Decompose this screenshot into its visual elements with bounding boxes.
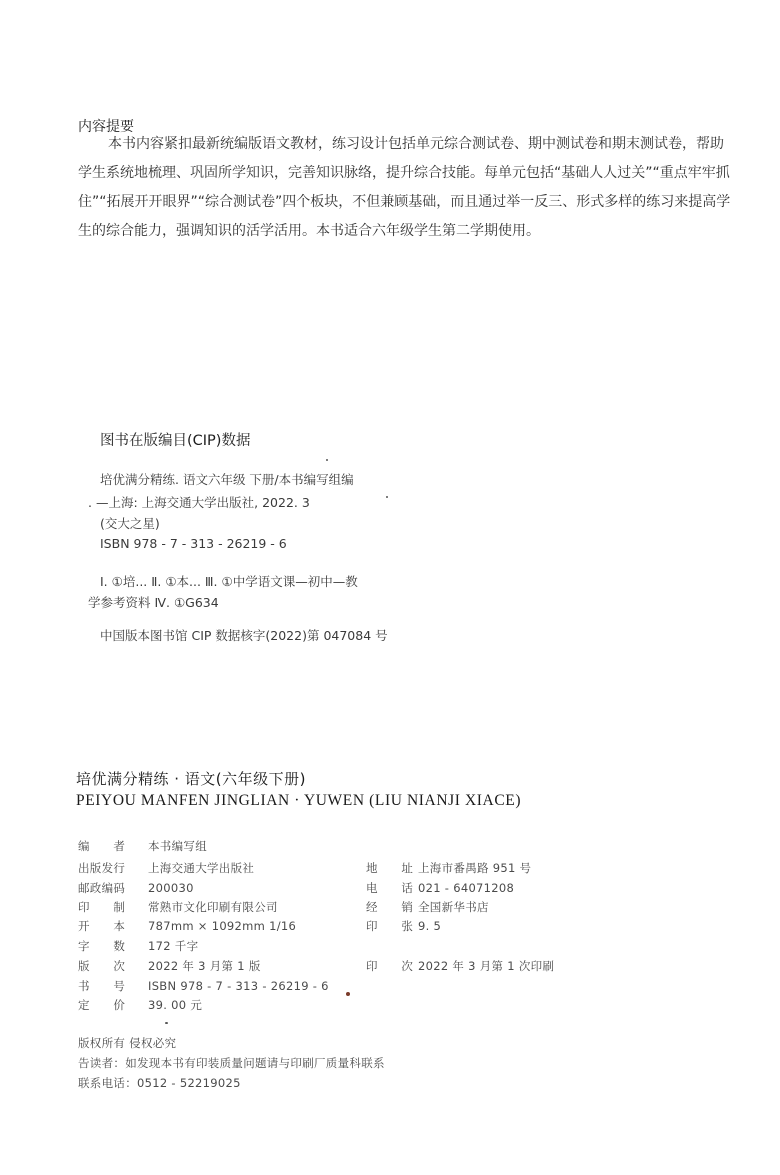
copyright-notice: 版权所有 侵权必究 [78, 1036, 177, 1050]
scan-speck [386, 496, 388, 498]
scan-speck [165, 1022, 168, 1024]
info-row-publisher: 出版发行 上海交通大学出版社 [78, 861, 255, 875]
scan-speck [346, 992, 350, 996]
summary-line-3: 住”“拓展开开眼界”“综合测试卷”四个板块，不但兼顾基础，而且通过举一反三、形式多样的练习来提高学 [78, 194, 731, 210]
scan-speck [326, 459, 328, 461]
cip-heading: 图书在版编目(CIP)数据 [100, 433, 251, 449]
info-row-isbn: 书 号 ISBN 978 - 7 - 313 - 26219 - 6 [78, 979, 329, 993]
info-row-price: 定 价 39. 00 元 [78, 998, 203, 1012]
info-row-format: 开 本 787mm × 1092mm 1/16 [78, 919, 297, 933]
info-row-distributor: 经 销 全国新华书店 [366, 900, 489, 914]
cip-line-2: . —上海: 上海交通大学出版社, 2022. 3 [88, 495, 310, 510]
cip-line-1: 培优满分精练. 语文六年级 下册/本书编写组编 [100, 472, 354, 487]
cip-line-3: (交大之星) [100, 516, 160, 531]
cip-line-6: 学参考资料 Ⅳ. ①G634 [88, 595, 219, 610]
reader-notice: 告读者：如发现本书有印装质量问题请与印刷厂质量科联系 [78, 1056, 385, 1070]
summary-line-4: 生的综合能力，强调知识的活学活用。本书适合六年级学生第二学期使用。 [78, 223, 540, 239]
summary-line-2: 学生系统地梳理、巩固所学知识，完善知识脉络，提升综合技能。每单元包括“基础人人过关”“重点牢牢抓 [78, 165, 730, 181]
summary-line-1: 本书内容紧扣最新统编版语文教材，练习设计包括单元综合测试卷、期中测试卷和期末测试卷，帮助 [108, 136, 724, 152]
info-row-wordcount: 字 数 172 千字 [78, 939, 199, 953]
info-row-postcode: 邮政编码 200030 [78, 881, 194, 895]
book-title-cn: 培优满分精练 · 语文(六年级下册) [76, 770, 307, 788]
cip-line-7: 中国版本图书馆 CIP 数据核字(2022)第 047084 号 [100, 628, 388, 643]
info-row-phone: 电 话 021 - 64071208 [366, 881, 515, 895]
cip-line-4: ISBN 978 - 7 - 313 - 26219 - 6 [100, 536, 287, 551]
cip-line-5: Ⅰ. ①培... Ⅱ. ①本... Ⅲ. ①中学语文课—初中—教 [100, 574, 358, 589]
info-row-editor: 编 者 本书编写组 [78, 839, 207, 853]
book-title-en: PEIYOU MANFEN JINGLIAN · YUWEN (LIU NIANJI XIACE) [76, 792, 522, 809]
info-row-address: 地 址 上海市番禺路 951 号 [366, 861, 532, 875]
summary-heading: 内容提要 [78, 119, 134, 135]
info-row-printer: 印 制 常熟市文化印刷有限公司 [78, 900, 278, 914]
info-row-sheets: 印 张 9. 5 [366, 919, 442, 933]
info-row-edition: 版 次 2022 年 3 月第 1 版 [78, 959, 261, 973]
info-row-printing: 印 次 2022 年 3 月第 1 次印刷 [366, 959, 555, 973]
contact-phone: 联系电话：0512 - 52219025 [78, 1076, 241, 1090]
